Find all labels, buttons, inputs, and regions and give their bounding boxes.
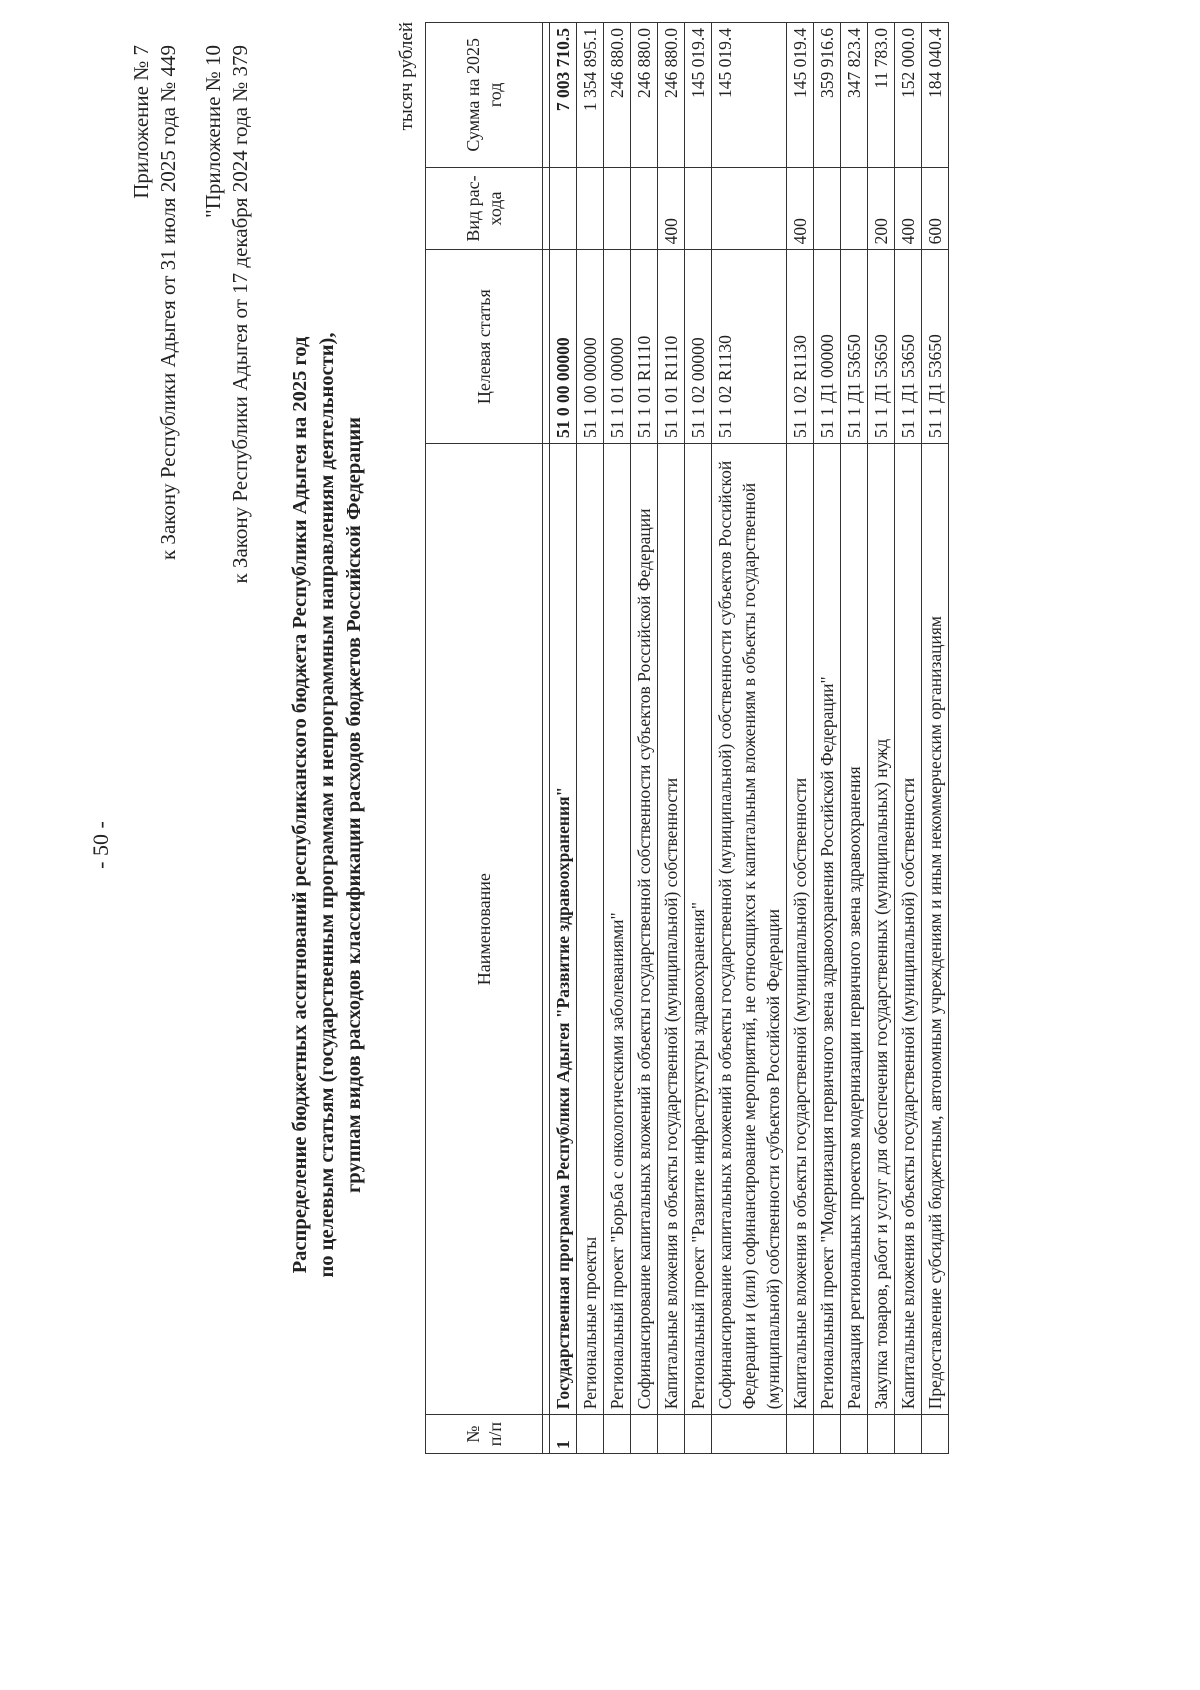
table-row: [712, 23, 787, 1454]
table-row: [814, 23, 841, 1454]
row-kind: [841, 167, 868, 250]
title-line3: группам видов расходов классификации расходов бюджетов Российской Федерации: [343, 417, 365, 1193]
row-num: [814, 1415, 841, 1454]
header-kind: Вид рас-хода: [426, 167, 543, 250]
row-sum: 184 040.4: [922, 23, 949, 168]
gap-cell: [543, 167, 550, 250]
row-num: [685, 1415, 712, 1454]
table-row: [550, 23, 577, 1454]
row-sum: 347 823.4: [841, 23, 868, 168]
row-code: 51 1 Д1 00000: [814, 250, 841, 444]
header-code: Целевая статья: [426, 250, 543, 444]
row-sum: 145 019.4: [685, 23, 712, 168]
row-name: Государственная программа Республики Адыгея "Развитие здравоохранения": [550, 444, 577, 1415]
table-body: [543, 23, 949, 1454]
row-kind: [685, 167, 712, 250]
appendix-current: [128, 45, 182, 560]
row-kind: 400: [895, 167, 922, 250]
row-name: Региональный проект "Борьба с онкологическими заболеваниями": [604, 444, 631, 1415]
row-kind: [631, 167, 658, 250]
row-num: [712, 1415, 787, 1454]
row-code: 51 1 Д1 53650: [841, 250, 868, 444]
row-name: Закупка товаров, работ и услуг для обеспечения государственных (муниципальных) нужд: [868, 444, 895, 1415]
row-sum: 246 880.0: [631, 23, 658, 168]
row-code: 51 1 02 R1130: [712, 250, 787, 444]
row-kind: 600: [922, 167, 949, 250]
row-kind: 400: [787, 167, 814, 250]
title-line1: Распределение бюджетных ассигнований республиканского бюджета Республики Адыгея на 2025 год: [289, 336, 311, 1274]
gap-cell: [543, 250, 550, 444]
table-row: [841, 23, 868, 1454]
page-number: - 50 -: [88, 821, 113, 869]
row-num: [895, 1415, 922, 1454]
table-row: [787, 23, 814, 1454]
row-kind: 200: [868, 167, 895, 250]
row-sum: 145 019.4: [712, 23, 787, 168]
row-sum: 1 354 895.1: [577, 23, 604, 168]
gap-cell: [543, 1415, 550, 1454]
units-label: тысяч рублей: [396, 22, 417, 131]
row-name: Капитальные вложения в объекты государственной (муниципальной) собственности: [787, 444, 814, 1415]
row-code: 51 1 02 R1130: [787, 250, 814, 444]
row-name: Софинансирование капитальных вложений в объекты государственной (муниципальной) собственности субъектов Российской Федерации и (или) софинансирование мероприятий, не относящихся к капитальным вложениям в объекты государственной (муниципальной) собственности субъектов Российской Федерации: [712, 444, 787, 1415]
header-sum: Сумма на 2025 год: [426, 23, 543, 168]
row-name: Региональный проект "Модернизация первичного звена здравоохранения Российской Федерации": [814, 444, 841, 1415]
table-header-row: [426, 23, 543, 1454]
row-sum: 7 003 710.5: [550, 23, 577, 168]
row-sum: 246 880.0: [604, 23, 631, 168]
row-name: Региональный проект "Развитие инфраструктуры здравоохранения": [685, 444, 712, 1415]
row-num: [868, 1415, 895, 1454]
appendix-current-line1: Приложение № 7: [129, 45, 153, 199]
row-name: Реализация региональных проектов модернизации первичного звена здравоохранения: [841, 444, 868, 1415]
document-title: [287, 300, 368, 1310]
row-name: Капитальные вложения в объекты государственной (муниципальной) собственности: [895, 444, 922, 1415]
table-row: [685, 23, 712, 1454]
row-sum: 246 880.0: [658, 23, 685, 168]
row-num: [631, 1415, 658, 1454]
row-sum: 11 783.0: [868, 23, 895, 168]
row-code: 51 1 01 R1110: [631, 250, 658, 444]
row-code: 51 1 Д1 53650: [922, 250, 949, 444]
title-line2: по целевым статьям (государственным программам и непрограммным направлениям деятельности),: [316, 332, 338, 1278]
row-kind: [604, 167, 631, 250]
row-num: [577, 1415, 604, 1454]
table-row: [922, 23, 949, 1454]
row-code: 51 1 Д1 53650: [868, 250, 895, 444]
table-gap-row: [543, 23, 550, 1454]
row-name: Региональные проекты: [577, 444, 604, 1415]
row-code: 51 1 Д1 53650: [895, 250, 922, 444]
table-row: [631, 23, 658, 1454]
row-name: Предоставление субсидий бюджетным, автономным учреждениям и иным некоммерческим организациям: [922, 444, 949, 1415]
row-code: 51 0 00 00000: [550, 250, 577, 444]
table-row: [658, 23, 685, 1454]
row-num: [658, 1415, 685, 1454]
row-code: 51 1 02 00000: [685, 250, 712, 444]
row-sum: 359 916.6: [814, 23, 841, 168]
row-num: [841, 1415, 868, 1454]
row-code: 51 1 01 00000: [604, 250, 631, 444]
row-kind: [550, 167, 577, 250]
budget-table: [425, 22, 949, 1454]
appendix-previous-line1: "Приложение № 10: [201, 45, 225, 218]
row-sum: 145 019.4: [787, 23, 814, 168]
table-row: [895, 23, 922, 1454]
row-code: 51 1 00 00000: [577, 250, 604, 444]
header-num: № п/п: [426, 1415, 543, 1454]
appendix-current-line2: к Закону Республики Адыгея от 31 июля 2025 года № 449: [156, 45, 180, 561]
row-kind: [577, 167, 604, 250]
gap-cell: [543, 444, 550, 1415]
row-code: 51 1 01 R1110: [658, 250, 685, 444]
row-kind: [712, 167, 787, 250]
row-sum: 152 000.0: [895, 23, 922, 168]
table-row: [604, 23, 631, 1454]
row-name: Софинансирование капитальных вложений в объекты государственной собственности субъектов Российской Федерации: [631, 444, 658, 1415]
row-num: [787, 1415, 814, 1454]
row-name: Капитальные вложения в объекты государственной (муниципальной) собственности: [658, 444, 685, 1415]
table-row: [577, 23, 604, 1454]
row-num: [922, 1415, 949, 1454]
gap-cell: [543, 23, 550, 168]
row-kind: 400: [658, 167, 685, 250]
table-row: [868, 23, 895, 1454]
row-num: [604, 1415, 631, 1454]
row-num: 1: [550, 1415, 577, 1454]
appendix-previous-line2: к Закону Республики Адыгея от 17 декабря 2024 года № 379: [228, 45, 252, 584]
row-kind: [814, 167, 841, 250]
header-name: Наименование: [426, 444, 543, 1415]
appendix-previous: [200, 45, 254, 584]
